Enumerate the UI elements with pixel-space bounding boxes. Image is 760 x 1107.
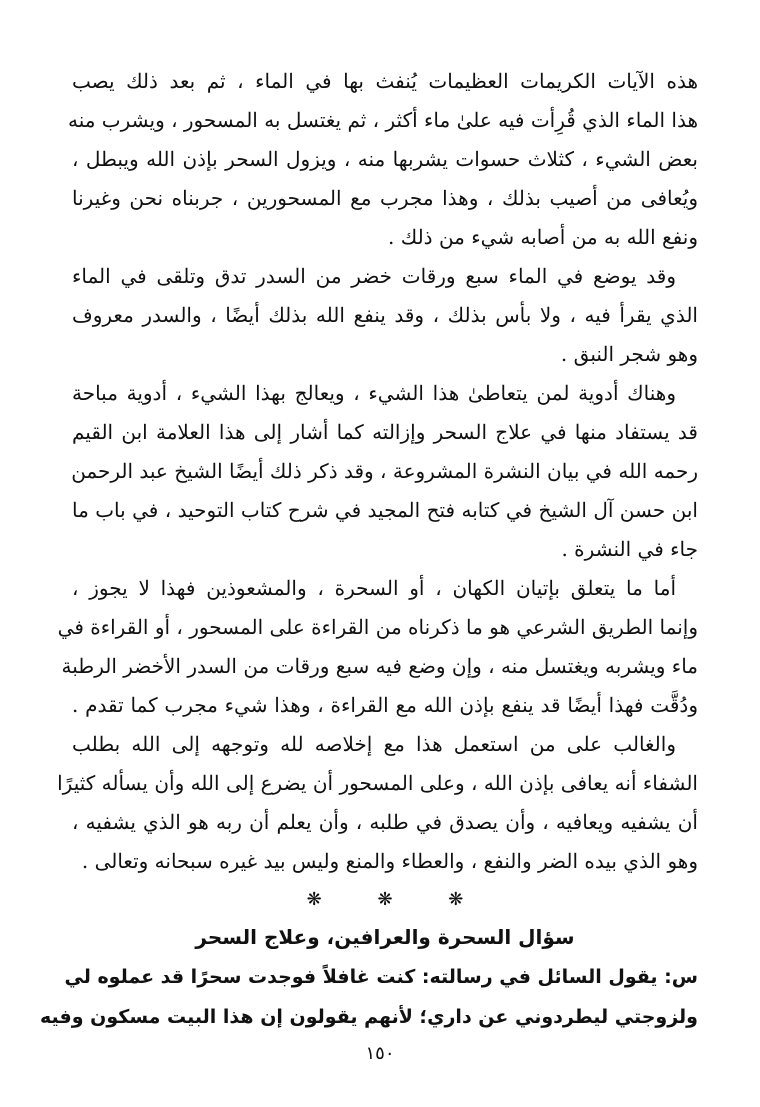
section-separator: ❋ ❋ ❋ [306,889,464,910]
text-line: رحمه الله في بيان النشرة المشروعة ، وقد ذكر ذلك أيضًا الشيخ عبد الرحمن [71,459,698,483]
text-line: الذي يقرأ فيه ، ولا بأس بذلك ، وقد ينفع الله بذلك أيضًا ، والسدر معروف [72,303,698,327]
text-line: هذه الآيات الكريمات العظيمات يُنفث بها في الماء ، ثم بعد ذلك يصب [72,69,698,93]
text-line: ماء ويشربه ويغتسل منه ، وإن وضع فيه سبع ورقات من السدر الأخضر الرطبة [61,654,698,678]
text-line: جاء في النشرة . [561,537,698,561]
text-line: الشفاء أنه يعافى بإذن الله ، وعلى المسحور أن يضرع إلى الله وأن يسأله كثيرًا [57,771,698,795]
text-line: وقد يوضع في الماء سبع ورقات خضر من السدر تدق وتلقى في الماء [72,264,676,288]
text-line: ونفع الله به من أصابه شيء من ذلك . [388,225,698,249]
text-line: بعض الشيء ، كثلاث حسوات يشربها منه ، ويزول السحر بإذن الله ويبطل ، [72,147,698,171]
section-heading: سؤال السحرة والعرافين، وعلاج السحر [195,925,575,949]
text-line: والغالب على من استعمل هذا مع إخلاصه لله وتوجهه إلى الله بطلب [72,732,676,756]
text-line: أن يشفيه ويعافيه ، وأن يصدق في طلبه ، وأن يعلم أن ربه هو الذي يشفيه ، [72,810,698,834]
text-line: ودُقَّت فهذا أيضًا قد ينفع بإذن الله مع القراءة ، وهذا شيء مجرب كما تقدم . [72,693,699,717]
page-number: ١٥٠ [365,1043,395,1064]
page-body [40,62,699,1037]
text-line: ابن حسن آل الشيخ في كتابه فتح المجيد في شرح كتاب التوحيد ، في باب ما [72,498,698,522]
question-line: س: يقول السائل في رسالته: كنت غافلاً فوجدت سحرًا قد عملوه لي [64,966,698,988]
question-line: ولزوجتي ليطردوني عن داري؛ لأنهم يقولون إن هذا البيت مسكون وفيه [40,1006,698,1028]
text-line: وهو شجر النبق . [560,342,698,366]
text-line: وهناك أدوية لمن يتعاطىٰ هذا الشيء ، ويعالج بهذا الشيء ، أدوية مباحة [72,381,676,405]
text-line: هذا الماء الذي قُرِأت فيه علىٰ ماء أكثر ، ثم يغتسل به المسحور ، ويشرب منه [67,108,698,132]
text-line: وإنما الطريق الشرعي هو ما ذكرناه من القراءة على المسحور ، أو القراءة في [57,615,698,639]
text-line: أما ما يتعلق بإتيان الكهان ، أو السحرة ، والمشعوذين فهذا لا يجوز ، [72,576,676,600]
text-line: قد يستفاد منها في علاج السحر وإزالته كما أشار إلى هذا العلامة ابن القيم [72,420,698,444]
text-line: ويُعافى من أصيب بذلك ، وهذا مجرب مع المسحورين ، جربناه نحن وغيرنا [72,186,698,210]
text-line: وهو الذي بيده الضر والنفع ، والعطاء والمنع وليس بيد غيره سبحانه وتعالى . [81,849,698,873]
